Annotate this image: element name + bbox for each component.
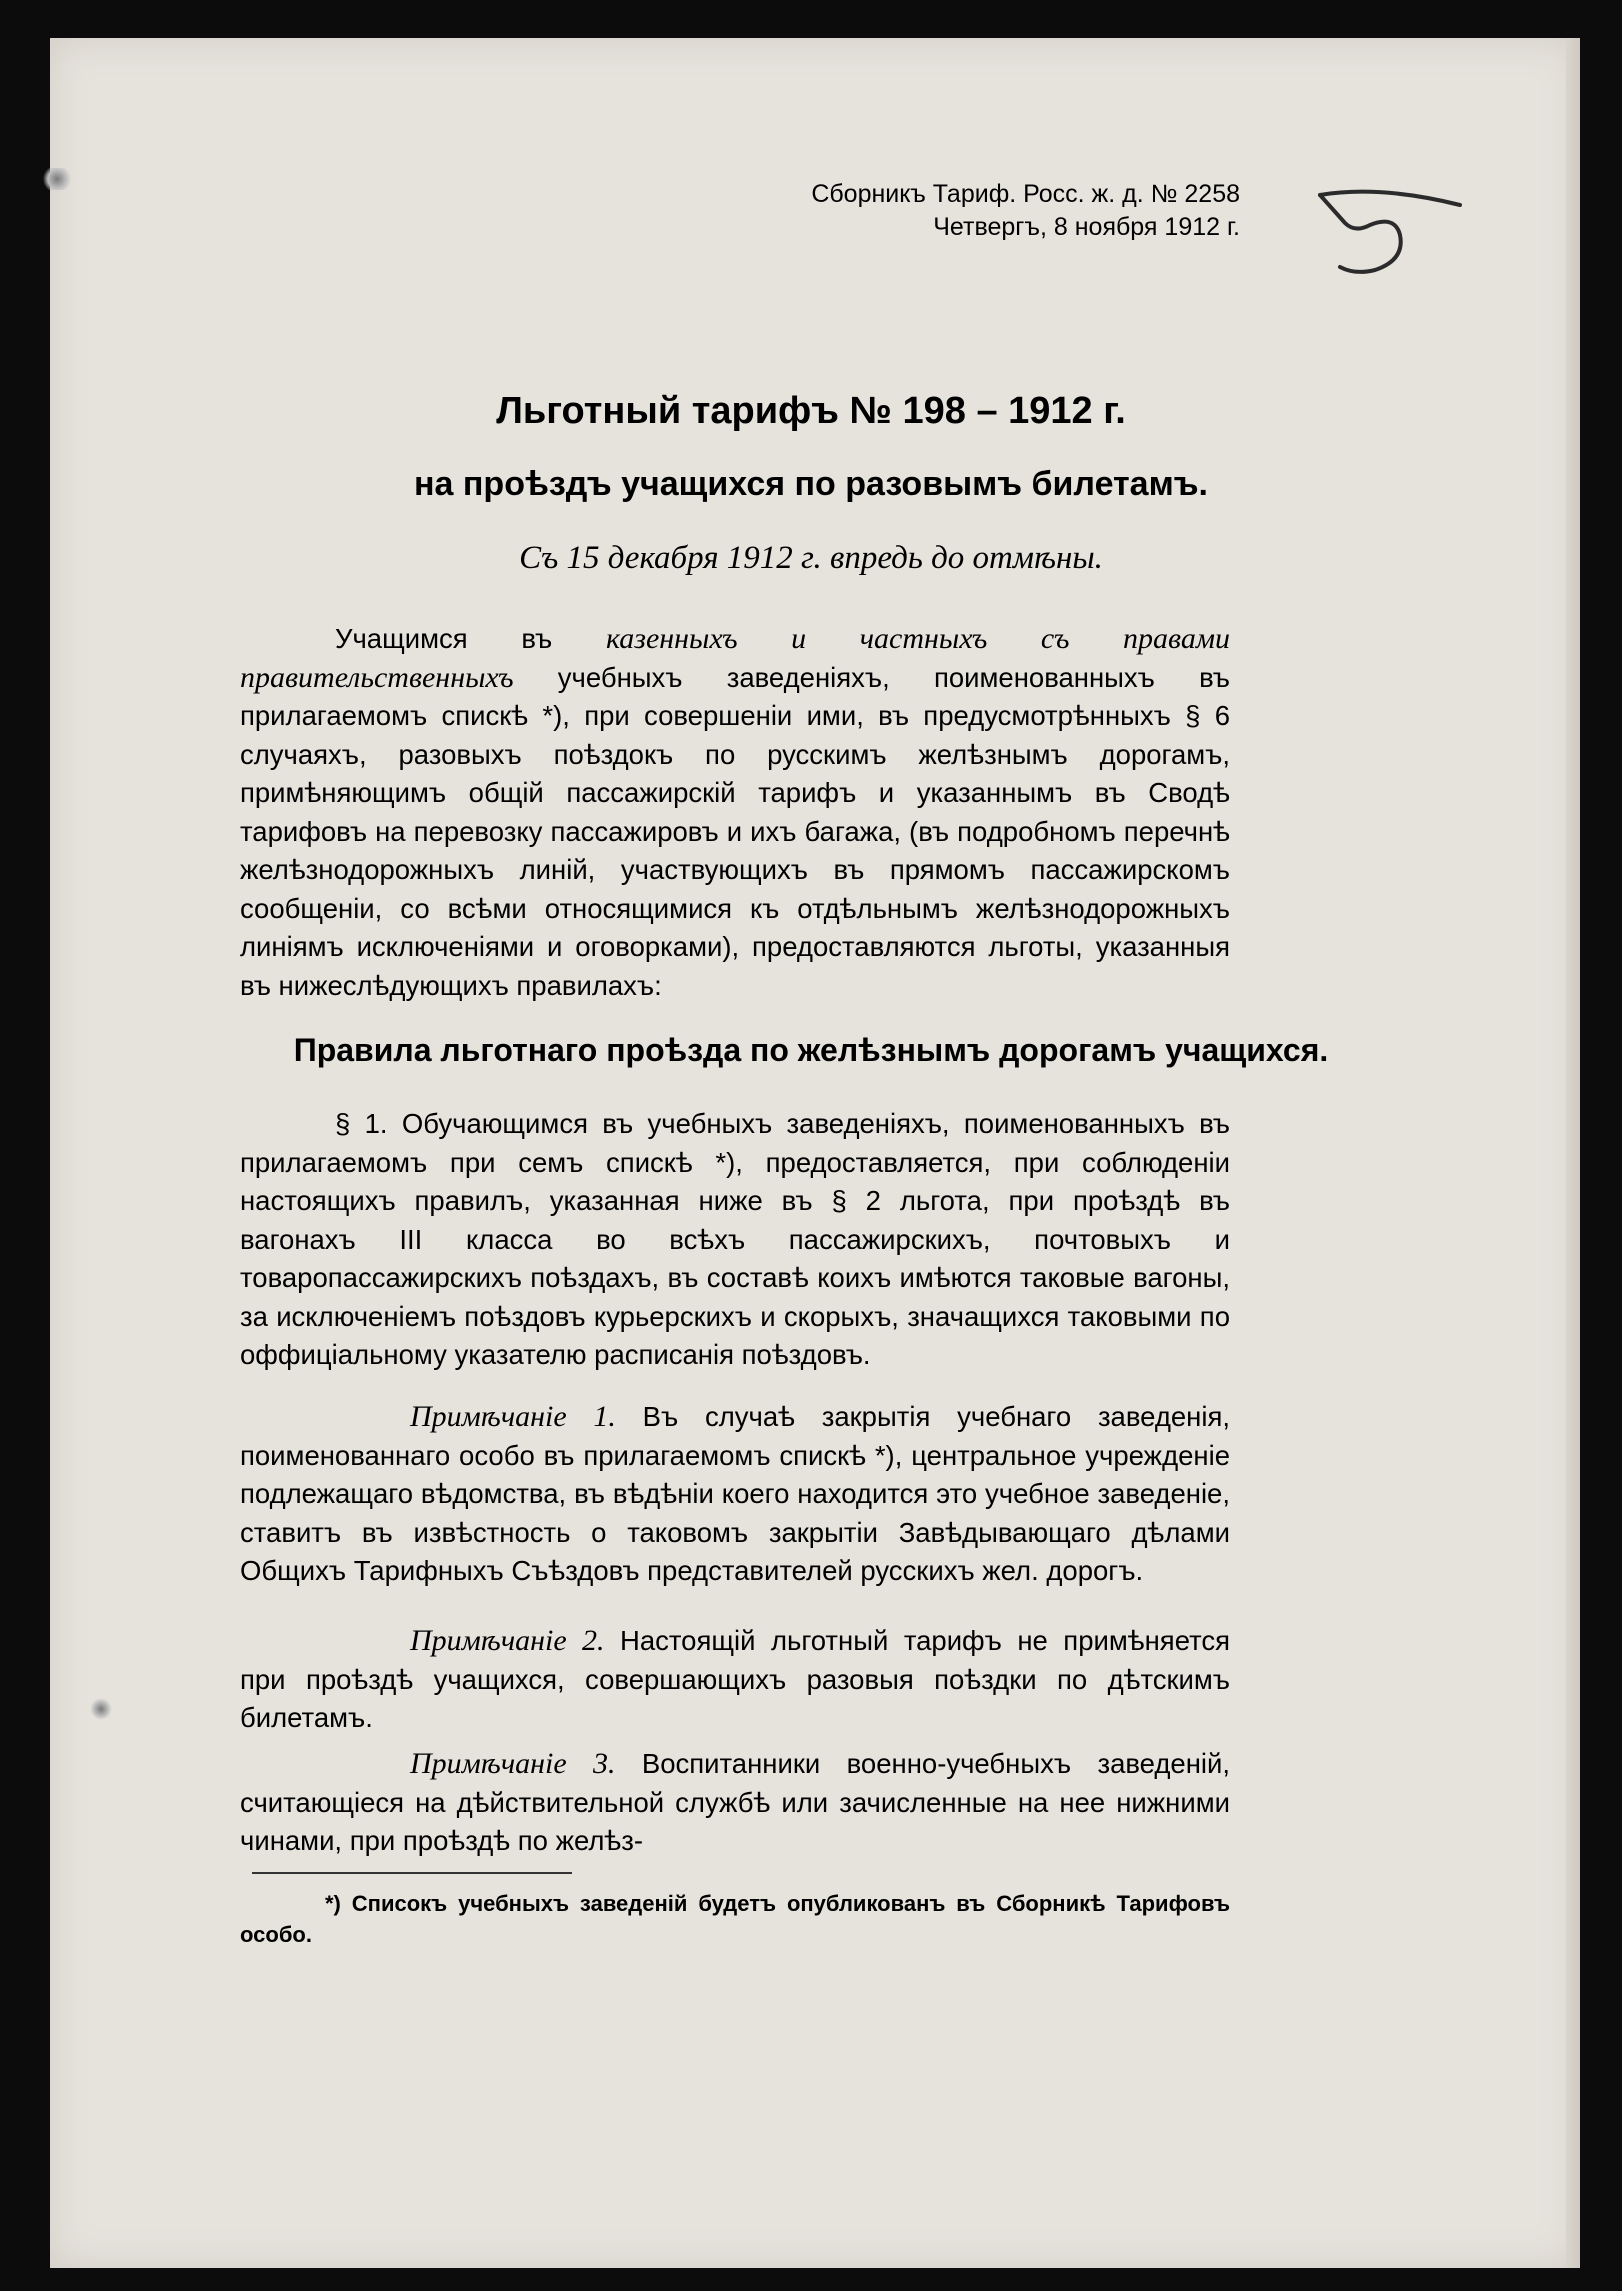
intro-lead: Учащимся въ xyxy=(335,623,606,654)
publication-header xyxy=(811,178,1240,244)
note-2 xyxy=(240,1622,1230,1738)
footnote: *) Списокъ учебныхъ заведеній будетъ опубликованъ въ Сборникѣ Тарифовъ особо. xyxy=(240,1891,1230,1947)
handwritten-mark xyxy=(1300,175,1470,295)
rules-heading: Правила льготнаго проѣзда по желѣзнымъ дорогамъ учащихся. xyxy=(293,1032,1329,1068)
note-3-label: Примѣчаніе 3. xyxy=(410,1747,616,1780)
page-edge xyxy=(1566,38,1580,2268)
note-3-text: Воспитанники военно-учебныхъ заведеній, считающіеся на дѣйствительной службѣ или зачисленные на нее нижними чинами, при проѣздѣ по желѣз- xyxy=(240,1748,1231,1856)
note-1-label: Примѣчаніе 1. xyxy=(410,1400,616,1433)
intro-emphasis: казенныхъ и частныхъ съ правами правительственныхъ xyxy=(240,622,1230,694)
header-line-collection: Сборникъ Тариф. Росс. ж. д. № 2258 xyxy=(811,180,1240,208)
intro-paragraph xyxy=(240,620,1230,1005)
staple-mark xyxy=(40,168,74,190)
note-2-label: Примѣчаніе 2. xyxy=(410,1624,605,1657)
validity-period: Съ 15 декабря 1912 г. впредь до отмѣны. xyxy=(519,540,1103,576)
note-1 xyxy=(240,1398,1230,1591)
footnote-divider xyxy=(252,1872,572,1874)
note-2-text: Настоящій льготный тарифъ не примѣняется при проѣздѣ учащихся, совершающихъ разовыя поѣздки по дѣтскимъ билетамъ. xyxy=(240,1625,1231,1733)
paragraph-1: § 1. Обучающимся въ учебныхъ заведеніяхъ, поименованныхъ въ прилагаемомъ при семъ спискѣ *), предоставляется, при соблюденіи настоящихъ правилъ, указанная ниже въ § 2 льгота, при проѣздѣ въ вагонахъ III класса во всѣхъ пассажирскихъ, почтовыхъ и товаропассажирскихъ поѣздахъ, въ составѣ коихъ имѣются таковые вагоны, за исключеніемъ поѣздовъ курьерскихъ и скорыхъ, значащихся таковыми по оффиціальному указателю расписанія поѣздовъ. xyxy=(240,1108,1230,1370)
note-3 xyxy=(240,1745,1230,1861)
staple-mark xyxy=(90,1698,112,1720)
note-1-text: Въ случаѣ закрытія учебнаго заведенія, поименованнаго особо въ прилагаемомъ спискѣ *), центральное учрежденіе подлежащаго вѣдомства, въ вѣдѣніи коего находится это учебное заведеніе, ставитъ въ извѣстность о таковомъ закрытіи Завѣдывающаго дѣлами Общихъ Тарифныхъ Съѣздовъ представителей русскихъ жел. дорогъ. xyxy=(240,1401,1231,1586)
header-line-date: Четвергъ, 8 ноября 1912 г. xyxy=(933,213,1240,241)
intro-rest: учебныхъ заведеніяхъ, поименованныхъ въ прилагаемомъ спискѣ *), при совершеніи ими, въ предусмотрѣнныхъ § 6 случаяхъ, разовыхъ поѣздокъ по русскимъ желѣзнымъ дорогамъ, примѣняющимъ общій пассажирскій тарифъ и указаннымъ въ Сводѣ тарифовъ на перевозку пассажировъ и ихъ багажа, (въ подробномъ перечнѣ желѣзнодорожныхъ линій, участвующихъ въ прямомъ пассажирскомъ сообщеніи, со всѣми относящимися къ отдѣльнымъ желѣзнодорожныхъ линіямъ исключеніями и оговорками), предоставляются льготы, указанныя въ нижеслѣдующихъ правилахъ: xyxy=(240,661,1230,1001)
document-subtitle: на проѣздъ учащихся по разовымъ билетамъ. xyxy=(414,465,1208,503)
document-title: Льготный тарифъ № 198 – 1912 г. xyxy=(496,390,1126,432)
